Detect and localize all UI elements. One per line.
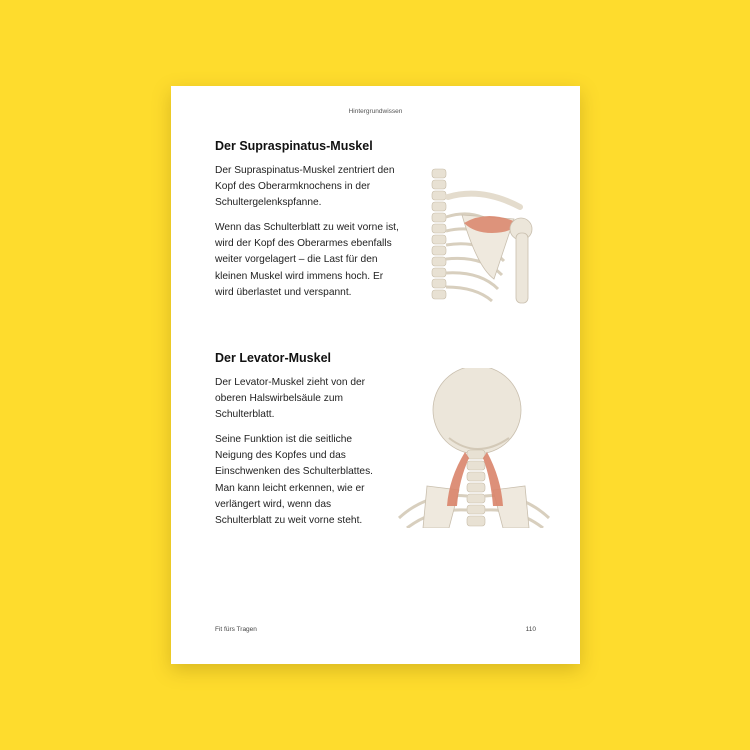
paragraph-levator-2: Seine Funktion ist die seitliche Neigung des Kopfes und das Einschwenken des Schulterblattes. Man kann leicht erkennen, wie er verlängert wird, wenn das Schulterblatt zu weit vorne steht. xyxy=(215,434,373,527)
running-head: Hintergrundwissen xyxy=(348,108,403,115)
supraspinatus-illustration xyxy=(422,167,538,304)
paragraph-supraspinatus-2: Wenn das Schulterblatt zu weit vorne ist, wird der Kopf des Oberarmes ebenfalls weiter vorgelagert – die Last für den kleinen Muskel wird immens hoch. Er wird überlastet und verspannt. xyxy=(215,222,399,298)
section-title-supraspinatus: Der Supraspinatus-Muskel xyxy=(215,139,373,153)
section-title-levator: Der Levator-Muskel xyxy=(215,351,332,365)
paragraph-levator-1: Der Levator-Muskel zieht von der oberen Halswirbelsäule zum Schulterblatt. xyxy=(215,377,366,421)
page-number: 110 xyxy=(525,626,536,633)
levator-muscle-illustration xyxy=(397,368,551,528)
footer-book-title: Fit fürs Tragen xyxy=(215,626,257,633)
paragraph-supraspinatus-1: Der Supraspinatus-Muskel zentriert den Kopf des Oberarmknochens in der Schultergelenkspfanne. xyxy=(215,165,395,209)
book-page xyxy=(171,86,580,664)
